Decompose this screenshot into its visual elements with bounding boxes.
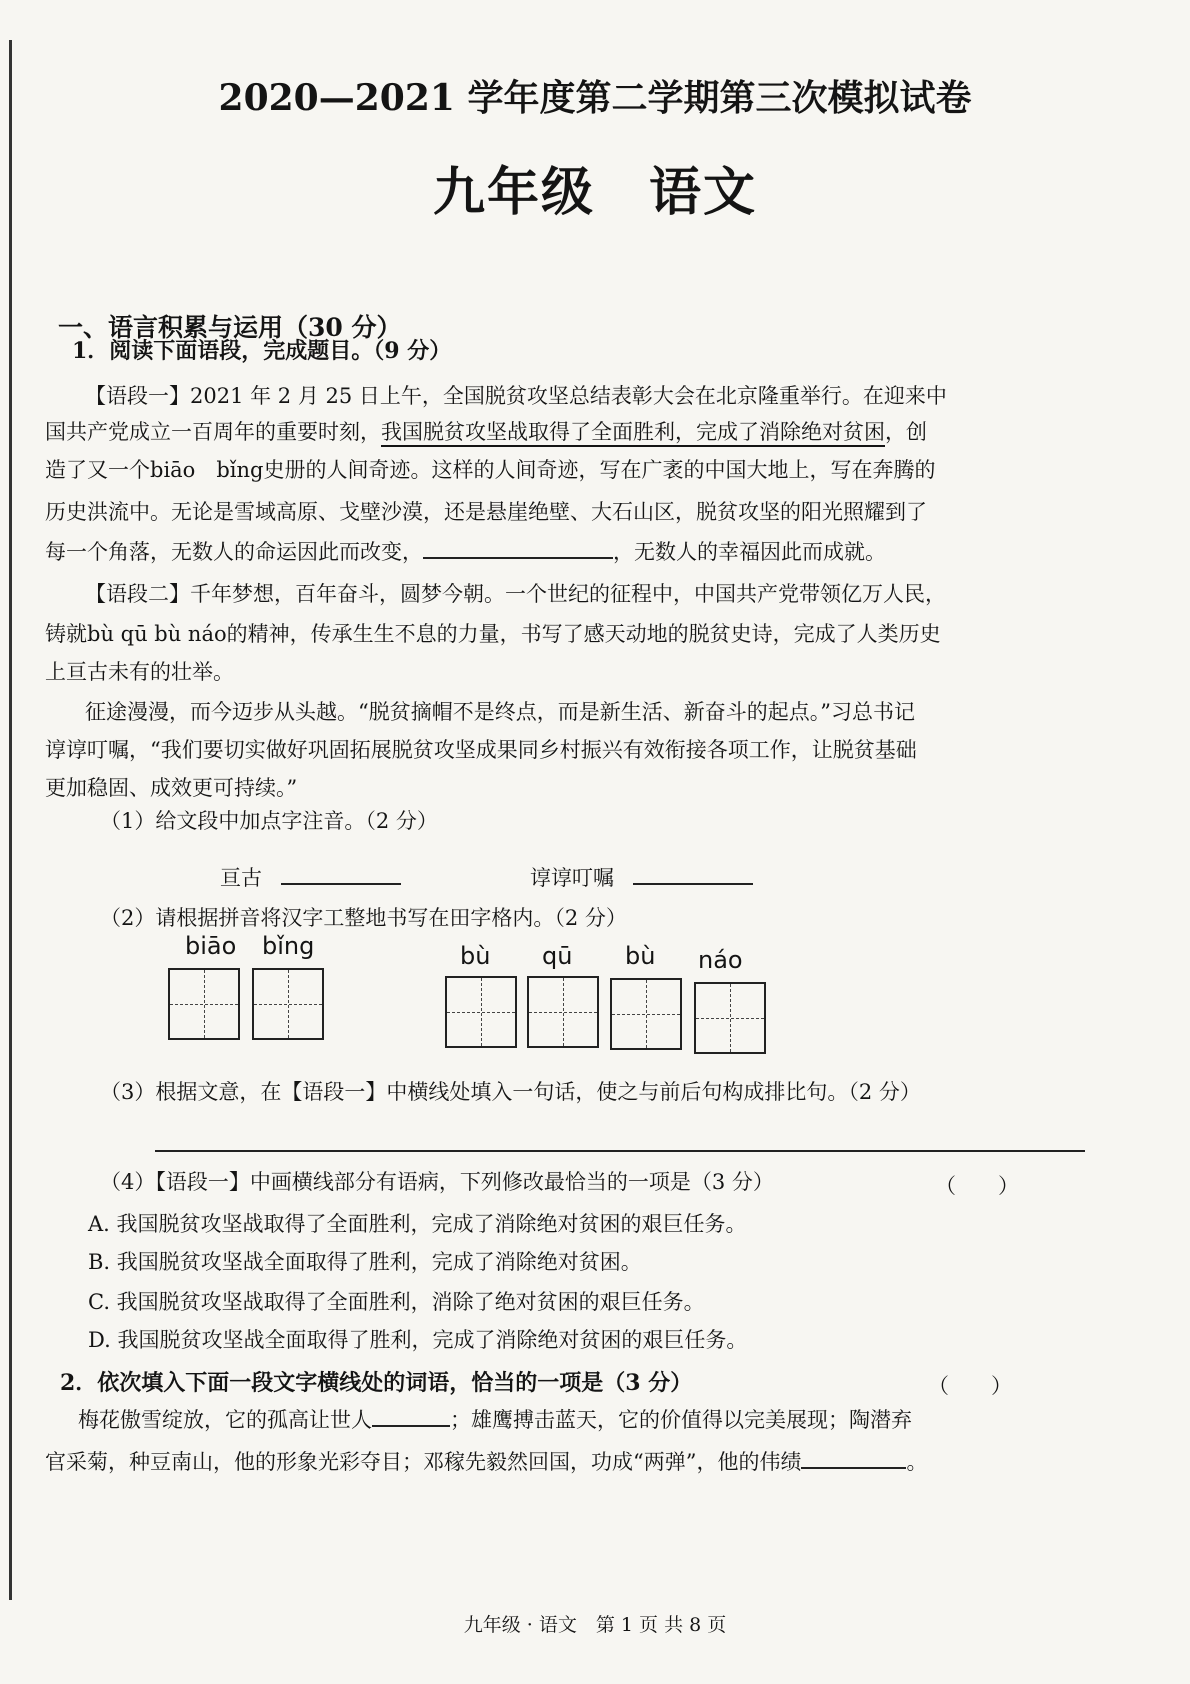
question-1-title: 1．阅读下面语段，完成题目。（9 分） (72, 338, 452, 364)
passage2-line1: 【语段二】千年梦想，百年奋斗，圆梦今朝。一个世纪的征程中，中国共产党带领亿万人民， (85, 582, 946, 606)
option-b[interactable]: B. 我国脱贫攻坚战全面取得了胜利，完成了消除绝对贫困。 (88, 1250, 642, 1274)
subquestion-3-label: （3）根据文意，在【语段一】中横线处填入一句话，使之与前后句构成排比句。（2 分） (100, 1080, 921, 1104)
fill-blank[interactable] (423, 556, 613, 559)
fill-blank[interactable] (372, 1424, 450, 1427)
writing-grid-cell[interactable] (252, 968, 324, 1040)
writing-grid-cell[interactable] (694, 982, 766, 1054)
option-c[interactable]: C. 我国脱贫攻坚战取得了全面胜利，消除了绝对贫困的艰巨任务。 (88, 1290, 705, 1314)
phonetic-blank-2[interactable] (633, 882, 753, 885)
option-a[interactable]: A. 我国脱贫攻坚战取得了全面胜利，完成了消除绝对贫困的艰巨任务。 (88, 1212, 747, 1236)
question-2-title: 2．依次填入下面一段文字横线处的词语，恰当的一项是（3 分） (60, 1370, 693, 1396)
answer-paren-2[interactable]: （ ） (928, 1374, 1012, 1398)
answer-line[interactable] (155, 1150, 1085, 1152)
passage1-line5-start: 每一个角落，无数人的命运因此而改变， (45, 540, 423, 564)
page-footer: 九年级 · 语文 第 1 页 共 8 页 (463, 1614, 727, 1636)
phonetic-blank-1[interactable] (281, 882, 401, 885)
question2-line2 (45, 1440, 927, 1485)
question2-line1 (78, 1398, 912, 1443)
option-d[interactable]: D. 我国脱贫攻坚战全面取得了胜利，完成了消除绝对贫困的艰巨任务。 (88, 1328, 748, 1352)
pinyin-bing: bǐng (262, 932, 315, 960)
writing-grid-cell[interactable] (610, 978, 682, 1050)
subquestion-4-label: （4）【语段一】中画横线部分有语病，下列修改最恰当的一项是（3 分） (100, 1170, 774, 1194)
question2-line2-end: 。 (906, 1450, 928, 1474)
passage1-line3: 造了又一个biāo bǐng史册的人间奇迹。这样的人间奇迹，写在广袤的中国大地上，写在奔腾的 (45, 458, 936, 482)
passage3-line1: 征途漫漫，而今迈步从头越。“脱贫摘帽不是终点，而是新生活、新奋斗的起点。”习总书记 (85, 700, 915, 724)
phonetic-item-1 (220, 862, 401, 892)
pinyin-bu-1: bù (460, 942, 491, 970)
subquestion-2-label: （2）请根据拼音将汉字工整地书写在田字格内。（2 分） (100, 906, 627, 930)
passage1-line2-end: ，创 (885, 420, 927, 444)
writing-grid-cell[interactable] (527, 976, 599, 1048)
passage2-line3: 上亘古未有的壮举。 (45, 660, 234, 684)
passage3-line3: 更加稳固、成效更可持续。” (45, 776, 298, 800)
passage2-line2: 铸就bù qū bù náo的精神，传承生生不息的力量，书写了感天动地的脱贫史诗，完成了人类历史 (45, 622, 941, 646)
answer-paren-1[interactable]: （ ） (935, 1174, 1019, 1198)
passage1-line5-end: ，无数人的幸福因此而成就。 (613, 540, 886, 564)
subquestion-1-label: （1）给文段中加点字注音。（2 分） (100, 809, 438, 833)
passage1-line4: 历史洪流中。无论是雪域高原、戈壁沙漠，还是悬崖绝壁、大石山区，脱贫攻坚的阳光照耀到了 (45, 500, 927, 524)
passage1-line1: 【语段一】2021 年 2 月 25 日上午，全国脱贫攻坚总结表彰大会在北京隆重举行。在迎来中 (85, 384, 947, 408)
pinyin-qu: qū (542, 942, 573, 970)
pinyin-biao: biāo (185, 932, 237, 960)
phonetic-item-2 (530, 862, 753, 892)
question2-line1-start: 梅花傲雪绽放，它的孤高让世人 (78, 1408, 372, 1432)
page-border-line (9, 40, 12, 1600)
writing-grid-cell[interactable] (445, 976, 517, 1048)
fill-blank[interactable] (801, 1466, 906, 1469)
passage1-line5 (45, 530, 886, 575)
question2-line1-end: ；雄鹰搏击蓝天，它的价值得以完美展现；陶潜弃 (450, 1408, 912, 1432)
question2-line2-start: 官采菊，种豆南山，他的形象光彩夺目；邓稼先毅然回国，功成“两弹”，他的伟绩 (45, 1450, 802, 1474)
word-zhunzhun: 谆谆叮嘱 (530, 866, 614, 890)
pinyin-nao: náo (698, 946, 743, 974)
pinyin-bu-2: bù (625, 942, 656, 970)
subject-title: 九年级 语文 (432, 162, 757, 223)
passage1-line2-start: 国共产党成立一百周年的重要时刻， (45, 420, 381, 444)
section-heading: 一、语言积累与运用（30 分） (58, 313, 402, 342)
writing-grid-cell[interactable] (168, 968, 240, 1040)
underlined-sentence: 我国脱贫攻坚战取得了全面胜利，完成了消除绝对贫困 (381, 420, 885, 444)
exam-title: 2020—2021 学年度第二学期第三次模拟试卷 (218, 77, 972, 119)
passage3-line2: 谆谆叮嘱，“我们要切实做好巩固拓展脱贫攻坚成果同乡村振兴有效衔接各项工作，让脱贫基础 (45, 738, 917, 762)
word-genggu: 亘古 (220, 866, 262, 890)
